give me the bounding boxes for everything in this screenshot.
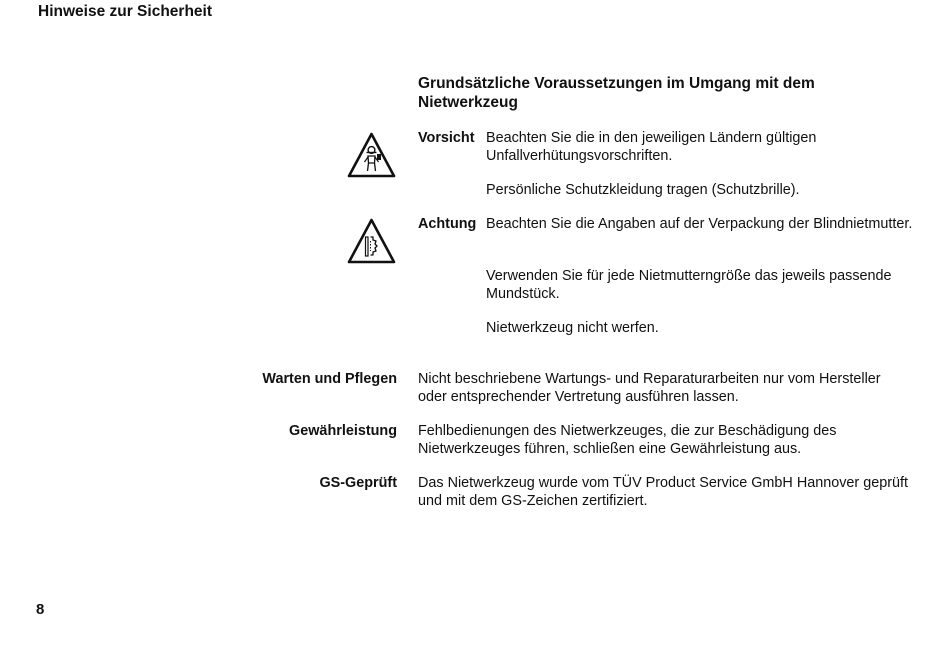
page-number: 8 bbox=[36, 601, 45, 618]
warning-label-achtung: Achtung bbox=[418, 216, 477, 232]
warning-text: Verwenden Sie für jede Nietmutterngröße das jeweils passende Mundstück. bbox=[486, 268, 892, 302]
warning-text: Nietwerkzeug nicht werfen. bbox=[486, 320, 659, 336]
item-text: Fehlbedienungen des Nietwerkzeuges, die zur Beschädigung des Nietwerkzeuges führen, schließen eine Gewährleistung aus. bbox=[418, 423, 837, 457]
person-protective-gear-warning-icon bbox=[346, 131, 397, 179]
warning-text: Persönliche Schutzkleidung tragen (Schutzbrille). bbox=[486, 182, 800, 198]
item-label-gs-geprueft: GS-Geprüft bbox=[319, 475, 397, 491]
section-title: Grundsätzliche Voraussetzungen im Umgang mit dem Nietwerkzeug bbox=[418, 75, 815, 111]
item-label-warten-und-pflegen: Warten und Pflegen bbox=[262, 371, 397, 387]
warning-label-vorsicht: Vorsicht bbox=[418, 130, 475, 146]
machine-hazard-warning-icon bbox=[346, 217, 397, 265]
warning-text: Beachten Sie die in den jeweiligen Ländern gültigen Unfallverhütungsvorschriften. bbox=[486, 130, 817, 164]
item-text: Nicht beschriebene Wartungs- und Reparaturarbeiten nur vom Hersteller oder entsprechender Vertretung ausführen lassen. bbox=[418, 371, 881, 405]
page-header-title: Hinweise zur Sicherheit bbox=[38, 3, 212, 20]
warning-text: Beachten Sie die Angaben auf der Verpackung der Blindnietmutter. bbox=[486, 216, 913, 232]
item-text: Das Nietwerkzeug wurde vom TÜV Product Service GmbH Hannover geprüft und mit dem GS-Zeichen zertifiziert. bbox=[418, 475, 909, 509]
item-label-gewaehrleistung: Gewährleistung bbox=[289, 423, 397, 439]
